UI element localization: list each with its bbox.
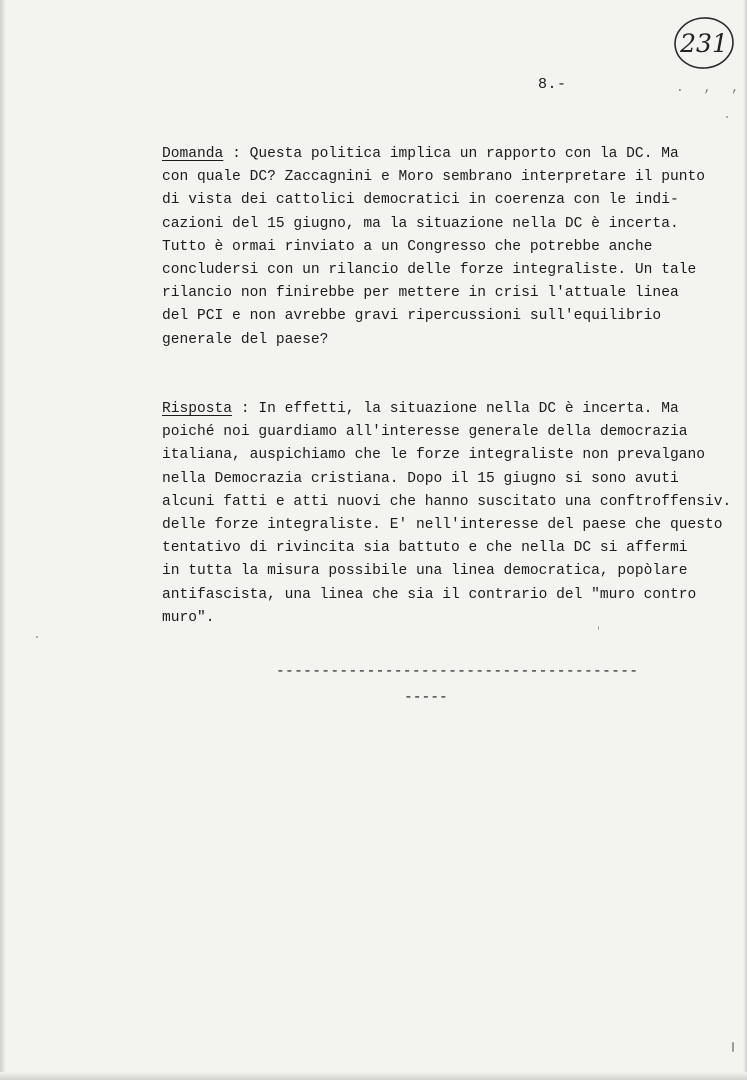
answer-separator: : [232, 401, 259, 417]
scan-edge-right [743, 0, 747, 1080]
archive-number-text: 231 [680, 29, 728, 58]
question-line-1: Questa politica implica un rapporto con la DC. Ma [249, 146, 679, 162]
closing-rule-short: ----- [404, 690, 448, 706]
closing-rule-long: ---------------------------------------- [276, 664, 639, 680]
answer-line: antifascista, una linea che sia il contrario del "muro contro [162, 586, 697, 603]
question-line: Tutto è ormai rinviato a un Congresso che potrebbe anche [162, 238, 653, 255]
archive-number-stamp [672, 14, 736, 72]
answer-line: delle forze integraliste. E' nell'interesse del paese che questo [162, 517, 723, 534]
question-line: cazioni del 15 giugno, ma la situazione nella DC è incerta. [162, 215, 679, 232]
question-line: generale del paese? [162, 331, 329, 348]
answer-label: Risposta [162, 401, 233, 417]
scan-speck [726, 116, 728, 118]
answer-line: italiana, auspichiamo che le forze integraliste non prevalgano [162, 447, 705, 464]
answer-block [162, 398, 731, 630]
answer-line: poiché noi guardiamo all'interesse generale della democrazia [162, 424, 688, 441]
scan-edge-bottom [0, 1072, 747, 1080]
answer-line-1: In effetti, la situazione nella DC è incerta. Ma [258, 401, 679, 417]
circled-number-icon [672, 14, 736, 72]
answer-line: nella Democrazia cristiana. Dopo il 15 giugno si sono avuti [162, 470, 679, 487]
answer-line: in tutta la misura possibile una linea democratica, popòlare [162, 563, 688, 580]
page-number: 8.- [538, 76, 567, 93]
scan-marks: . , , [676, 80, 746, 95]
question-block [162, 143, 705, 352]
scan-speck [598, 626, 599, 630]
answer-line: alcuni fatti e atti nuovi che hanno suscitato una conftroffensiv. [162, 493, 732, 510]
scan-edge-left [0, 0, 6, 1080]
question-label: Domanda [162, 146, 224, 162]
scan-speck [732, 1042, 734, 1052]
question-line: concludersi con un rilancio delle forze integraliste. Un tale [162, 262, 697, 279]
question-line: con quale DC? Zaccagnini e Moro sembrano interpretare il punto [162, 169, 705, 186]
scan-speck [36, 636, 38, 638]
question-line: di vista dei cattolici democratici in coerenza con le indi- [162, 192, 679, 209]
question-separator: : [223, 146, 250, 162]
answer-line: muro". [162, 609, 215, 626]
question-line: rilancio non finirebbe per mettere in crisi l'attuale linea [162, 285, 679, 302]
question-line: del PCI e non avrebbe gravi ripercussioni sull'equilibrio [162, 308, 662, 325]
answer-line: tentativo di rivincita sia battuto e che nella DC si affermi [162, 540, 688, 557]
